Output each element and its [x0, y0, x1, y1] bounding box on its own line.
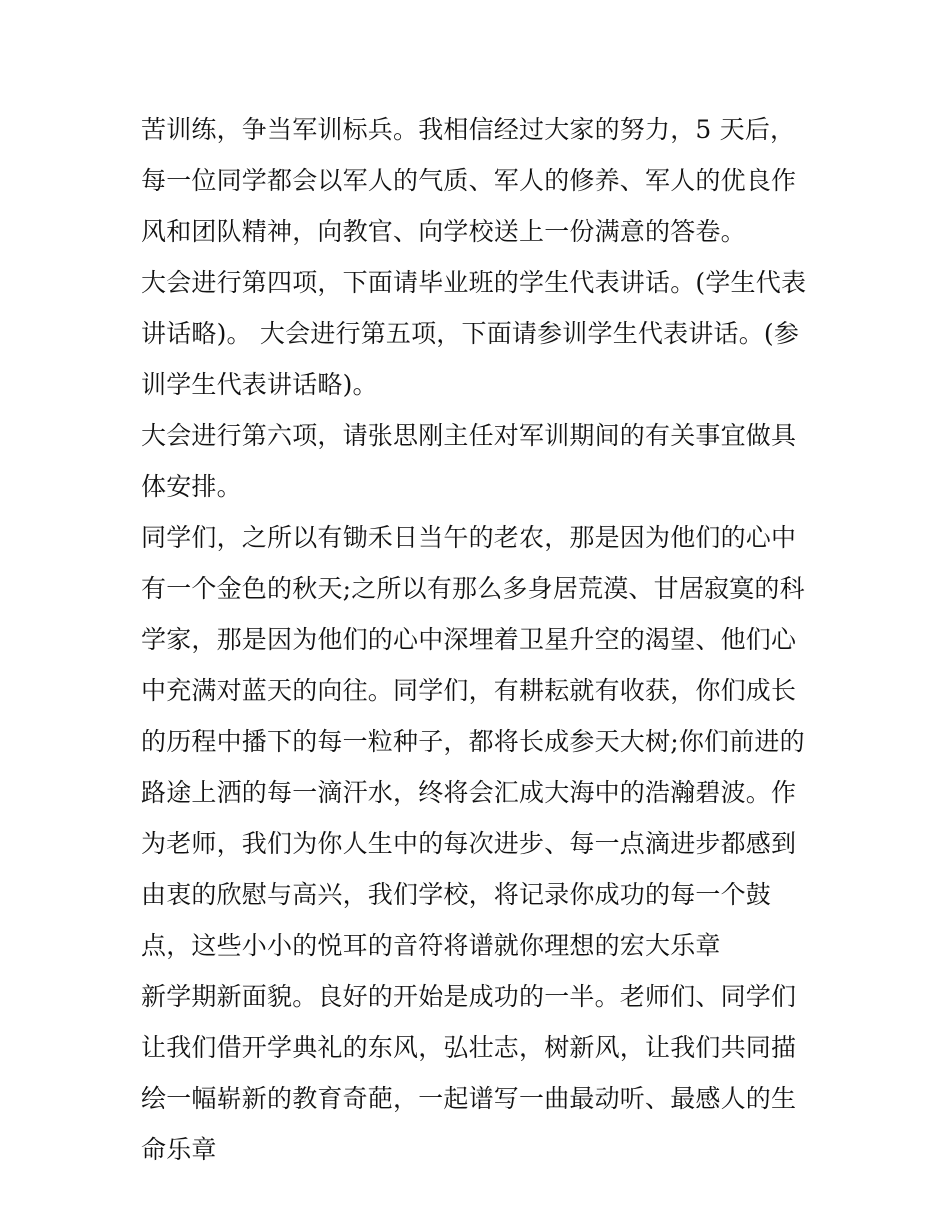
document-body	[141, 104, 816, 1175]
paragraph-2: 大会进行第四项，下面请毕业班的学生代表讲话。(学生代表讲话略)。 大会进行第五项，下面请参训学生代表讲话。(参训学生代表讲话略)。	[141, 268, 807, 399]
paragraph-3: 大会进行第六项，请张思刚主任对军训期间的有关事宜做具体安排。	[141, 421, 797, 501]
paragraph-1: 苦训练，争当军训标兵。我相信经过大家的努力，5 天后，每一位同学都会以军人的气质、军人的修养、军人的优良作风和团队精神，向教官、向学校送上一份满意的答卷。	[141, 115, 797, 246]
paragraph-5: 新学期新面貌。良好的开始是成功的一半。老师们、同学们让我们借开学典礼的东风，弘壮志，树新风，让我们共同描绘一幅崭新的教育奇葩，一起谱写一曲最动听、最感人的生命乐章	[141, 982, 797, 1164]
paragraph-4: 同学们，之所以有锄禾日当午的老农，那是因为他们的心中有一个金色的秋天;之所以有那么多身居荒漠、甘居寂寞的科学家，那是因为他们的心中深埋着卫星升空的渴望、他们心中充满对蓝天的向往。同学们，有耕耘就有收获，你们成长的历程中播下的每一粒种子，都将长成参天大树;你们前进的路途上洒的每一滴汗水，终将会汇成大海中的浩瀚碧波。作为老师，我们为你人生中的每次进步、每一点滴进步都感到由衷的欣慰与高兴，我们学校，将记录你成功的每一个鼓点，这些小小的悦耳的音符将谱就你理想的宏大乐章	[141, 523, 805, 960]
